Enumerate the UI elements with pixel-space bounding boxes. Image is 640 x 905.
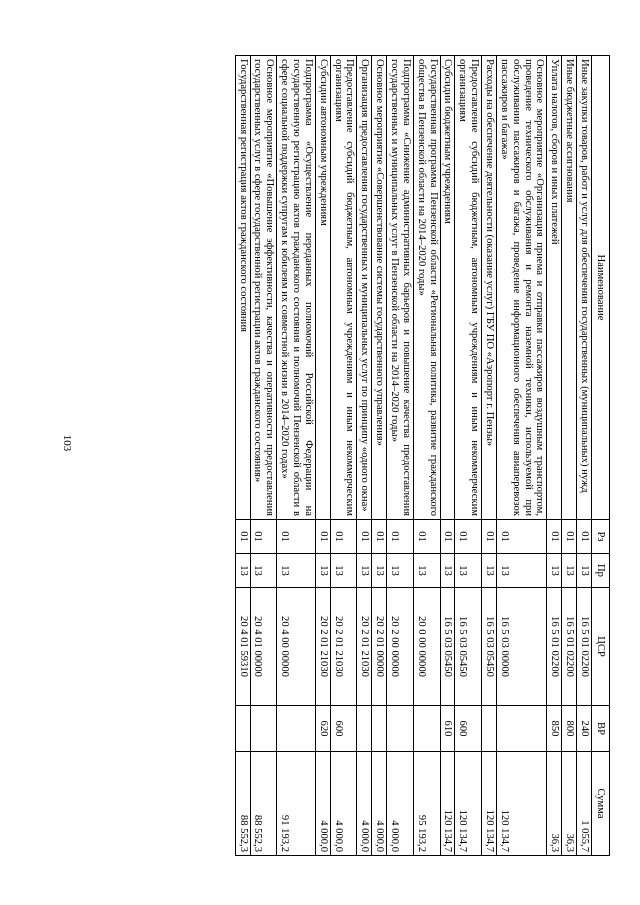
- row-sum: 88 552,3: [235, 752, 250, 856]
- row-vr: 850: [547, 706, 562, 752]
- row-csr: 16 5 03 05450: [440, 588, 455, 706]
- row-csr: 16 5 03 05450: [482, 588, 497, 706]
- row-rz: 01: [235, 520, 250, 554]
- row-rz: 01: [577, 520, 592, 554]
- row-vr: [413, 706, 440, 752]
- row-pr: 13: [250, 554, 277, 588]
- table-container: [235, 55, 610, 855]
- row-csr: 20 2 01 21030: [330, 588, 357, 706]
- row-csr: 20 2 01 21030: [357, 588, 372, 706]
- header-sum: Сумма: [592, 752, 610, 856]
- row-pr: 13: [372, 554, 387, 588]
- row-csr: 16 5 03 00000: [496, 588, 546, 706]
- row-pr: 13: [277, 554, 316, 588]
- row-vr: 600: [455, 706, 482, 752]
- row-sum: 4 000,0: [387, 752, 414, 856]
- row-vr: 240: [577, 706, 592, 752]
- table-row: [455, 56, 482, 856]
- row-name: Основное мероприятие «Организация приема и отправки пассажиров воздушным транспортом, проведение технического обслуживания и ремонта наземной техники, используемой при обслуживании пассажиров и багажа, проведение информационного обеспечения авиаперевозок пассажиров и багажа»: [496, 56, 546, 520]
- table-row: [496, 56, 546, 856]
- header-pr: Пр: [592, 554, 610, 588]
- row-vr: [372, 706, 387, 752]
- row-pr: 13: [547, 554, 562, 588]
- row-sum: 88 552,3: [250, 752, 277, 856]
- row-rz: 01: [250, 520, 277, 554]
- row-csr: 20 2 01 21030: [315, 588, 330, 706]
- row-pr: 13: [357, 554, 372, 588]
- table-row: [372, 56, 387, 856]
- row-sum: 91 193,2: [277, 752, 316, 856]
- row-rz: 01: [357, 520, 372, 554]
- row-vr: 800: [562, 706, 577, 752]
- row-sum: 4 000,0: [315, 752, 330, 856]
- row-name: Подпрограмма «Осуществление переданных полномочий Российской Федерации на государственную регистрацию актов гражданского состояния и полномочий Пензенской области в сфере социальной поддержки супругам к юбилеям их совместной жизни в 2014–2020 годах»: [277, 56, 316, 520]
- row-csr: 16 5 01 02200: [562, 588, 577, 706]
- row-vr: [235, 706, 250, 752]
- row-rz: 01: [455, 520, 482, 554]
- row-vr: [277, 706, 316, 752]
- row-vr: [357, 706, 372, 752]
- row-vr: [250, 706, 277, 752]
- table-row: [357, 56, 372, 856]
- table-row: [387, 56, 414, 856]
- table-row: [562, 56, 577, 856]
- row-rz: 01: [315, 520, 330, 554]
- row-pr: 13: [455, 554, 482, 588]
- row-csr: 20 2 01 00000: [372, 588, 387, 706]
- row-name: Государственная программа Пензенской области «Региональная политика, развитие гражданского общества в Пензенской области на 2014–2020 годы»: [413, 56, 440, 520]
- row-rz: 01: [496, 520, 546, 554]
- row-vr: [496, 706, 546, 752]
- budget-table: [235, 55, 610, 856]
- row-name: Расходы на обеспечение деятельности (оказание услуг) ГБУ ПО «Аэропорт г. Пензы»: [482, 56, 497, 520]
- table-row: [547, 56, 562, 856]
- row-pr: 13: [235, 554, 250, 588]
- row-sum: 120 134,7: [440, 752, 455, 856]
- table-row: [482, 56, 497, 856]
- row-sum: 1 055,7: [577, 752, 592, 856]
- row-csr: 20 4 00 00000: [277, 588, 316, 706]
- row-rz: 01: [277, 520, 316, 554]
- table-row: [330, 56, 357, 856]
- table-row: [277, 56, 316, 856]
- row-name: Субсидии бюджетным учреждениям: [440, 56, 455, 520]
- rotated-page: [100, 0, 610, 905]
- header-csr: ЦСР: [592, 588, 610, 706]
- row-pr: 13: [562, 554, 577, 588]
- row-csr: 20 4 01 59310: [235, 588, 250, 706]
- row-csr: 20 2 00 00000: [387, 588, 414, 706]
- row-csr: 20 0 00 00000: [413, 588, 440, 706]
- table-row: [235, 56, 250, 856]
- row-sum: 4 000,0: [372, 752, 387, 856]
- header-rz: Рз: [592, 520, 610, 554]
- row-rz: 01: [330, 520, 357, 554]
- table-header-row: [592, 56, 610, 856]
- row-rz: 01: [440, 520, 455, 554]
- row-pr: 13: [496, 554, 546, 588]
- row-csr: 16 5 01 02200: [547, 588, 562, 706]
- row-csr: 16 5 03 05450: [455, 588, 482, 706]
- row-sum: 4 000,0: [357, 752, 372, 856]
- row-rz: 01: [387, 520, 414, 554]
- row-pr: 13: [387, 554, 414, 588]
- row-name: Подпрограмма «Снижение административных барьеров и повышение качества предоставления государственных и муниципальных услуг в Пензенской области на 2014–2020 годы»: [387, 56, 414, 520]
- row-rz: 01: [562, 520, 577, 554]
- row-vr: 610: [440, 706, 455, 752]
- header-name: Наименование: [592, 56, 610, 520]
- row-vr: 600: [330, 706, 357, 752]
- row-pr: 13: [577, 554, 592, 588]
- row-vr: 620: [315, 706, 330, 752]
- row-name: Уплата налогов, сборов и иных платежей: [547, 56, 562, 520]
- row-pr: 13: [330, 554, 357, 588]
- row-name: Предоставление субсидий бюджетным, автономным учреждениям и иным некоммерческим организациям: [330, 56, 357, 520]
- table-row: [315, 56, 330, 856]
- row-sum: 36,3: [547, 752, 562, 856]
- row-name: Основное мероприятие «Совершенствование системы государственного управления»: [372, 56, 387, 520]
- row-rz: 01: [413, 520, 440, 554]
- row-sum: 120 134,7: [455, 752, 482, 856]
- row-name: Предоставление субсидий бюджетным, автономным учреждениям и иным некоммерческим организациям: [455, 56, 482, 520]
- row-sum: 36,3: [562, 752, 577, 856]
- row-sum: 95 193,2: [413, 752, 440, 856]
- row-sum: 120 134,7: [496, 752, 546, 856]
- row-csr: 16 5 01 02200: [577, 588, 592, 706]
- row-csr: 20 4 01 00000: [250, 588, 277, 706]
- row-vr: [482, 706, 497, 752]
- table-row: [440, 56, 455, 856]
- row-pr: 13: [440, 554, 455, 588]
- row-name: Организация предоставления государственных и муниципальных услуг по принципу «одного окна»: [357, 56, 372, 520]
- row-rz: 01: [547, 520, 562, 554]
- header-vr: ВР: [592, 706, 610, 752]
- row-sum: 4 000,0: [330, 752, 357, 856]
- table-row: [577, 56, 592, 856]
- row-name: Государственная регистрация актов гражданского состояния: [235, 56, 250, 520]
- row-pr: 13: [413, 554, 440, 588]
- row-name: Основное мероприятие «Повышение эффективности, качества и оперативности предоставления государственных услуг в сфере государственной регистрации актов гражданского состояния»: [250, 56, 277, 520]
- row-pr: 13: [482, 554, 497, 588]
- table-row: [250, 56, 277, 856]
- row-name: Субсидии автономным учреждениям: [315, 56, 330, 520]
- table-row: [413, 56, 440, 856]
- row-sum: 120 134,7: [482, 752, 497, 856]
- row-name: Иные закупки товаров, работ и услуг для обеспечения государственных (муниципальных) нужд: [577, 56, 592, 520]
- page-number: 103: [61, 434, 73, 452]
- row-vr: [387, 706, 414, 752]
- row-rz: 01: [482, 520, 497, 554]
- row-rz: 01: [372, 520, 387, 554]
- row-name: Иные бюджетные ассигнования: [562, 56, 577, 520]
- row-pr: 13: [315, 554, 330, 588]
